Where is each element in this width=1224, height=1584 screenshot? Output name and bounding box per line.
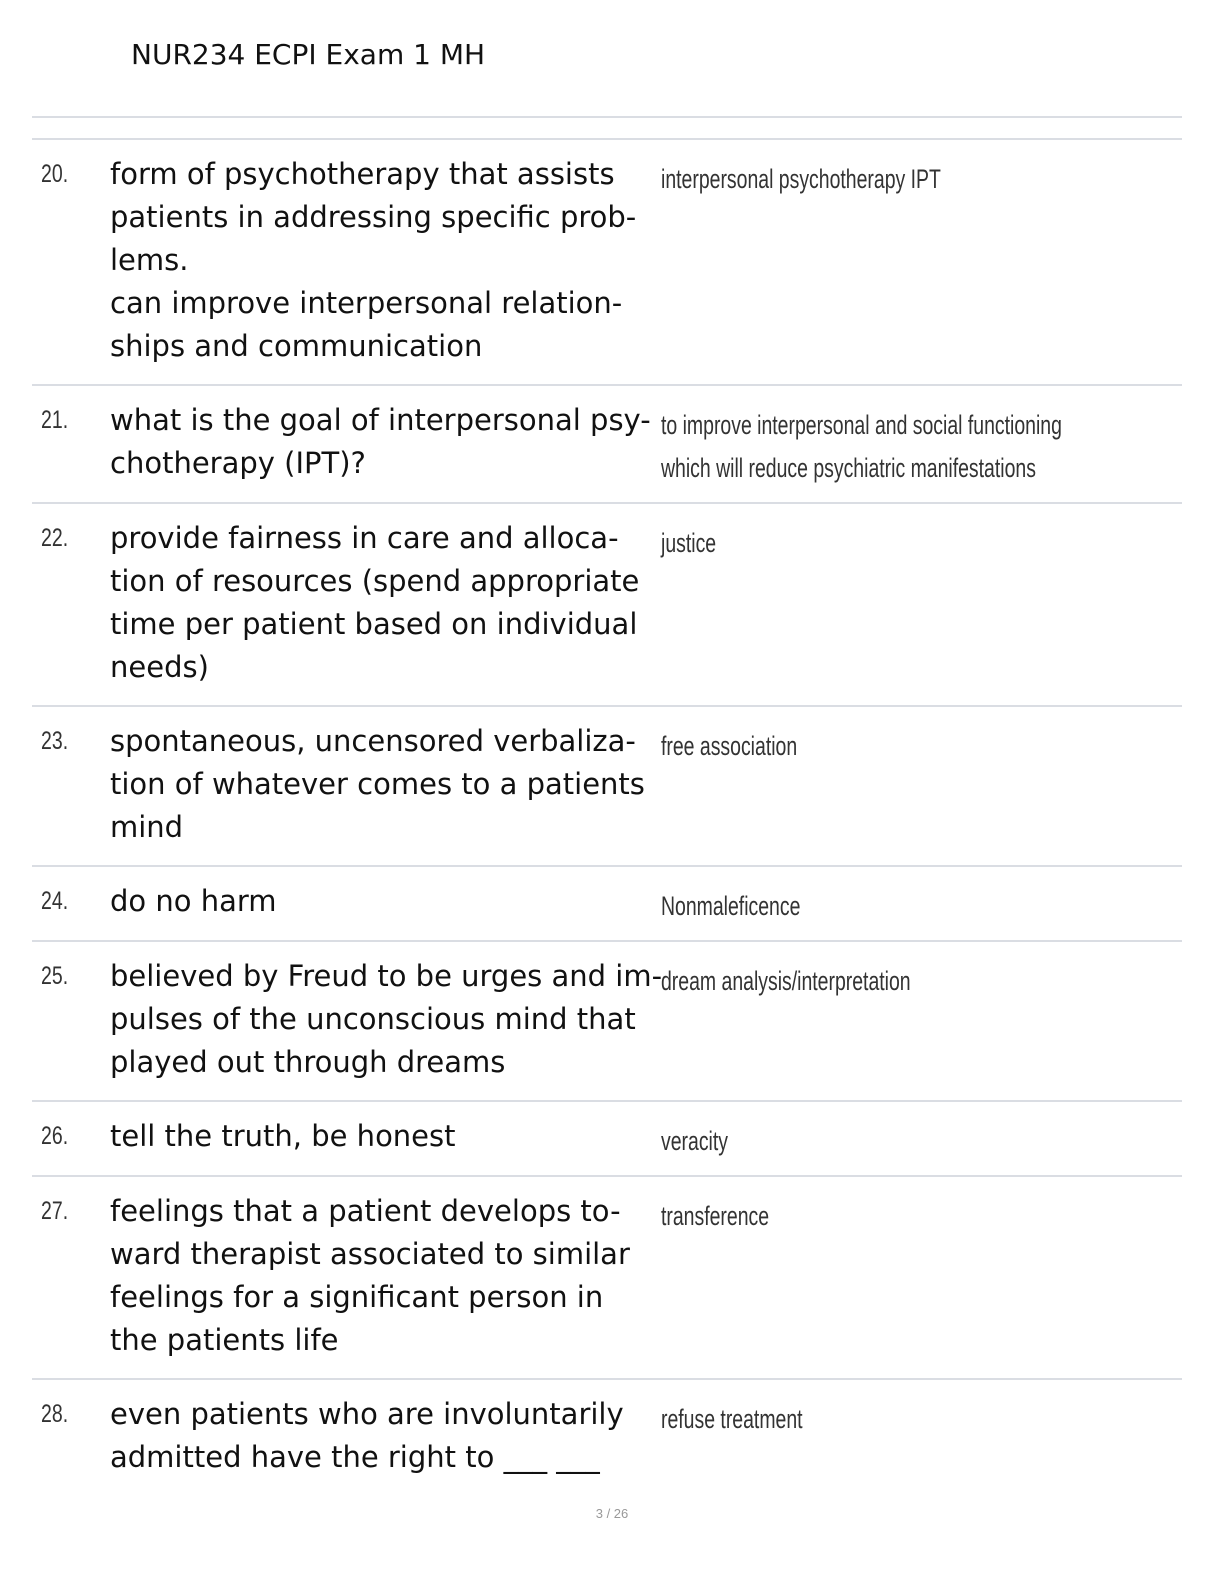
definition-line: veracity bbox=[661, 1126, 728, 1156]
term-line: provide fairness in care and alloca- bbox=[110, 521, 619, 555]
definition-line: free association bbox=[661, 731, 798, 761]
card-number: 21. bbox=[41, 406, 69, 434]
term-line: patients in addressing specific prob- bbox=[110, 200, 637, 234]
card-number: 28. bbox=[41, 1400, 69, 1428]
term-line: mind bbox=[110, 810, 184, 844]
term-line: tion of resources (spend appropriate bbox=[110, 564, 640, 598]
term-line: time per patient based on individual bbox=[110, 607, 638, 641]
card-number: 24. bbox=[41, 887, 69, 915]
flashcard bbox=[32, 138, 1182, 384]
term-line: spontaneous, uncensored verbaliza- bbox=[110, 724, 636, 758]
definition-line: Nonmaleficence bbox=[661, 891, 801, 921]
flashcard bbox=[32, 1100, 1182, 1175]
definition-line: justice bbox=[661, 528, 717, 558]
flashcard bbox=[32, 384, 1182, 502]
term-line: even patients who are involuntarily bbox=[110, 1397, 624, 1431]
definition-line: transference bbox=[661, 1201, 770, 1231]
flashcard bbox=[32, 1378, 1182, 1496]
term-line: tion of whatever comes to a patients bbox=[110, 767, 645, 801]
term-line: ward therapist associated to similar bbox=[110, 1237, 630, 1271]
card-term bbox=[110, 955, 663, 1084]
card-term bbox=[110, 720, 658, 849]
card-definition bbox=[661, 1195, 1158, 1238]
card-term bbox=[110, 1115, 658, 1158]
term-line: chotherapy (IPT)? bbox=[110, 446, 366, 480]
card-number: 27. bbox=[41, 1197, 69, 1225]
page-number: 3 / 26 bbox=[595, 1506, 629, 1521]
term-line: feelings for a significant person in bbox=[110, 1280, 604, 1314]
flashcard bbox=[32, 705, 1182, 865]
card-number: 25. bbox=[41, 962, 69, 990]
term-line: the patients life bbox=[110, 1323, 339, 1357]
header-divider bbox=[32, 116, 1182, 118]
term-line: admitted have the right to ___ ___ bbox=[110, 1440, 600, 1474]
definition-line: to improve interpersonal and social functioning bbox=[661, 410, 1062, 440]
card-number: 22. bbox=[41, 524, 69, 552]
card-definition bbox=[661, 1398, 1158, 1441]
card-definition bbox=[661, 522, 1158, 565]
document-title: NUR234 ECPI Exam 1 MH bbox=[131, 38, 486, 71]
card-definition bbox=[661, 1120, 1158, 1163]
definition-line: which will reduce psychiatric manifestations bbox=[661, 453, 1036, 483]
term-line: do no harm bbox=[110, 884, 277, 918]
card-definition bbox=[661, 404, 1158, 490]
flashcard bbox=[32, 502, 1182, 705]
card-definition bbox=[661, 960, 1158, 1003]
card-term bbox=[110, 153, 658, 368]
card-definition bbox=[661, 725, 1158, 768]
card-term bbox=[110, 880, 658, 923]
card-number: 20. bbox=[41, 160, 69, 188]
term-line: tell the truth, be honest bbox=[110, 1119, 456, 1153]
card-term bbox=[110, 1190, 658, 1362]
definition-line: dream analysis/interpretation bbox=[661, 966, 911, 996]
card-number: 23. bbox=[41, 727, 69, 755]
card-number: 26. bbox=[41, 1122, 69, 1150]
term-line: form of psychotherapy that assists bbox=[110, 157, 615, 191]
flashcard bbox=[32, 865, 1182, 940]
term-line: pulses of the unconscious mind that bbox=[110, 1002, 636, 1036]
term-line: feelings that a patient develops to- bbox=[110, 1194, 621, 1228]
term-line: needs) bbox=[110, 650, 209, 684]
card-term bbox=[110, 1393, 658, 1479]
term-line: what is the goal of interpersonal psy- bbox=[110, 403, 651, 437]
card-definition bbox=[661, 158, 1158, 201]
definition-line: refuse treatment bbox=[661, 1404, 803, 1434]
flashcard bbox=[32, 1175, 1182, 1378]
flashcard-list bbox=[32, 138, 1182, 1496]
card-definition bbox=[661, 885, 1158, 928]
term-line: played out through dreams bbox=[110, 1045, 506, 1079]
card-term bbox=[110, 399, 658, 485]
term-line: ships and communication bbox=[110, 329, 483, 363]
term-line: lems. bbox=[110, 243, 189, 277]
definition-line: interpersonal psychotherapy IPT bbox=[661, 164, 941, 194]
flashcard bbox=[32, 940, 1182, 1100]
card-term bbox=[110, 517, 658, 689]
term-line: can improve interpersonal relation- bbox=[110, 286, 623, 320]
term-line: believed by Freud to be urges and im- bbox=[110, 959, 663, 993]
